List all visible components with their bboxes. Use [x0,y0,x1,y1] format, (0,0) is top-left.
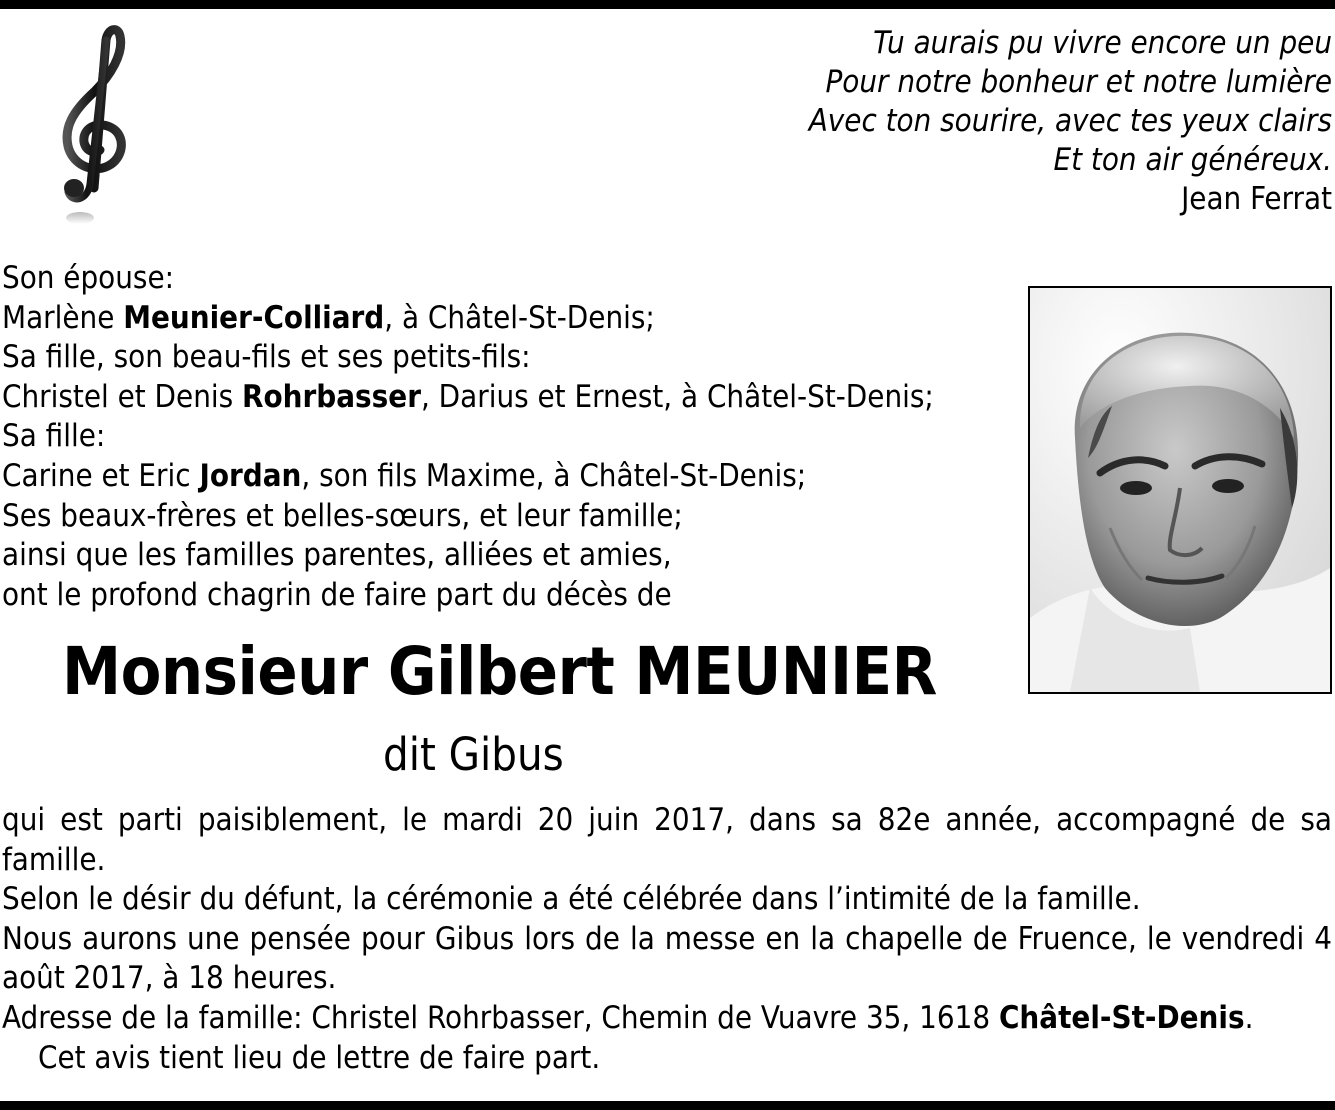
deceased-name: Monsieur Gilbert MEUNIER [62,633,937,710]
deceased-nickname: dit Gibus [383,728,564,781]
poem-quote [809,24,1332,219]
poem-line-4: Et ton air généreux. [1053,142,1332,178]
family-line: Sa fille, son beau-fils et ses petits-fils: [2,339,531,376]
family-line: ainsi que les familles parentes, alliées et amies, [2,537,672,574]
top-rule [0,0,1335,9]
body-paragraph: qui est parti paisiblement, le mardi 20 juin 2017, dans sa 82e année, accompagné de sa famille. [2,802,1332,878]
body-paragraph: Nous aurons une pensée pour Gibus lors de la messe en la chapelle de Fruence, le vendredi 4 août 2017, à 18 heures. [2,920,1332,997]
treble-clef-icon [50,24,140,229]
family-line: Carine et Eric Jordan, son fils Maxime, à Châtel-St-Denis; [2,457,807,494]
family-line: Ses beaux-frères et belles-sœurs, et leur famille; [2,497,683,534]
poem-line-2: Pour notre bonheur et notre lumière [825,64,1332,100]
bottom-rule [0,1101,1335,1110]
family-line: Sa fille: [2,418,106,455]
poem-line-3: Avec ton sourire, avec tes yeux clairs [808,103,1332,139]
announcement-body [2,801,1332,1078]
family-line: Christel et Denis Rohrbasser, Darius et Ernest, à Châtel-St-Denis; [2,378,934,415]
poem-author: Jean Ferrat [1181,181,1332,217]
family-list [2,259,1012,615]
poem-line-1: Tu aurais pu vivre encore un peu [873,25,1332,61]
body-paragraph: Selon le désir du défunt, la cérémonie a été célébrée dans l’intimité de la famille. [2,881,1141,918]
family-line: Son épouse: [2,260,175,296]
family-address: Adresse de la famille: Christel Rohrbasser, Chemin de Vuavre 35, 1618 Châtel-St-Denis. [2,999,1254,1036]
portrait-photo [1028,286,1332,694]
family-line: Marlène Meunier-Colliard, à Châtel-St-Denis; [2,299,655,336]
closing-note: Cet avis tient lieu de lettre de faire part. [38,1039,601,1076]
family-line: ont le profond chagrin de faire part du décès de [2,576,672,613]
